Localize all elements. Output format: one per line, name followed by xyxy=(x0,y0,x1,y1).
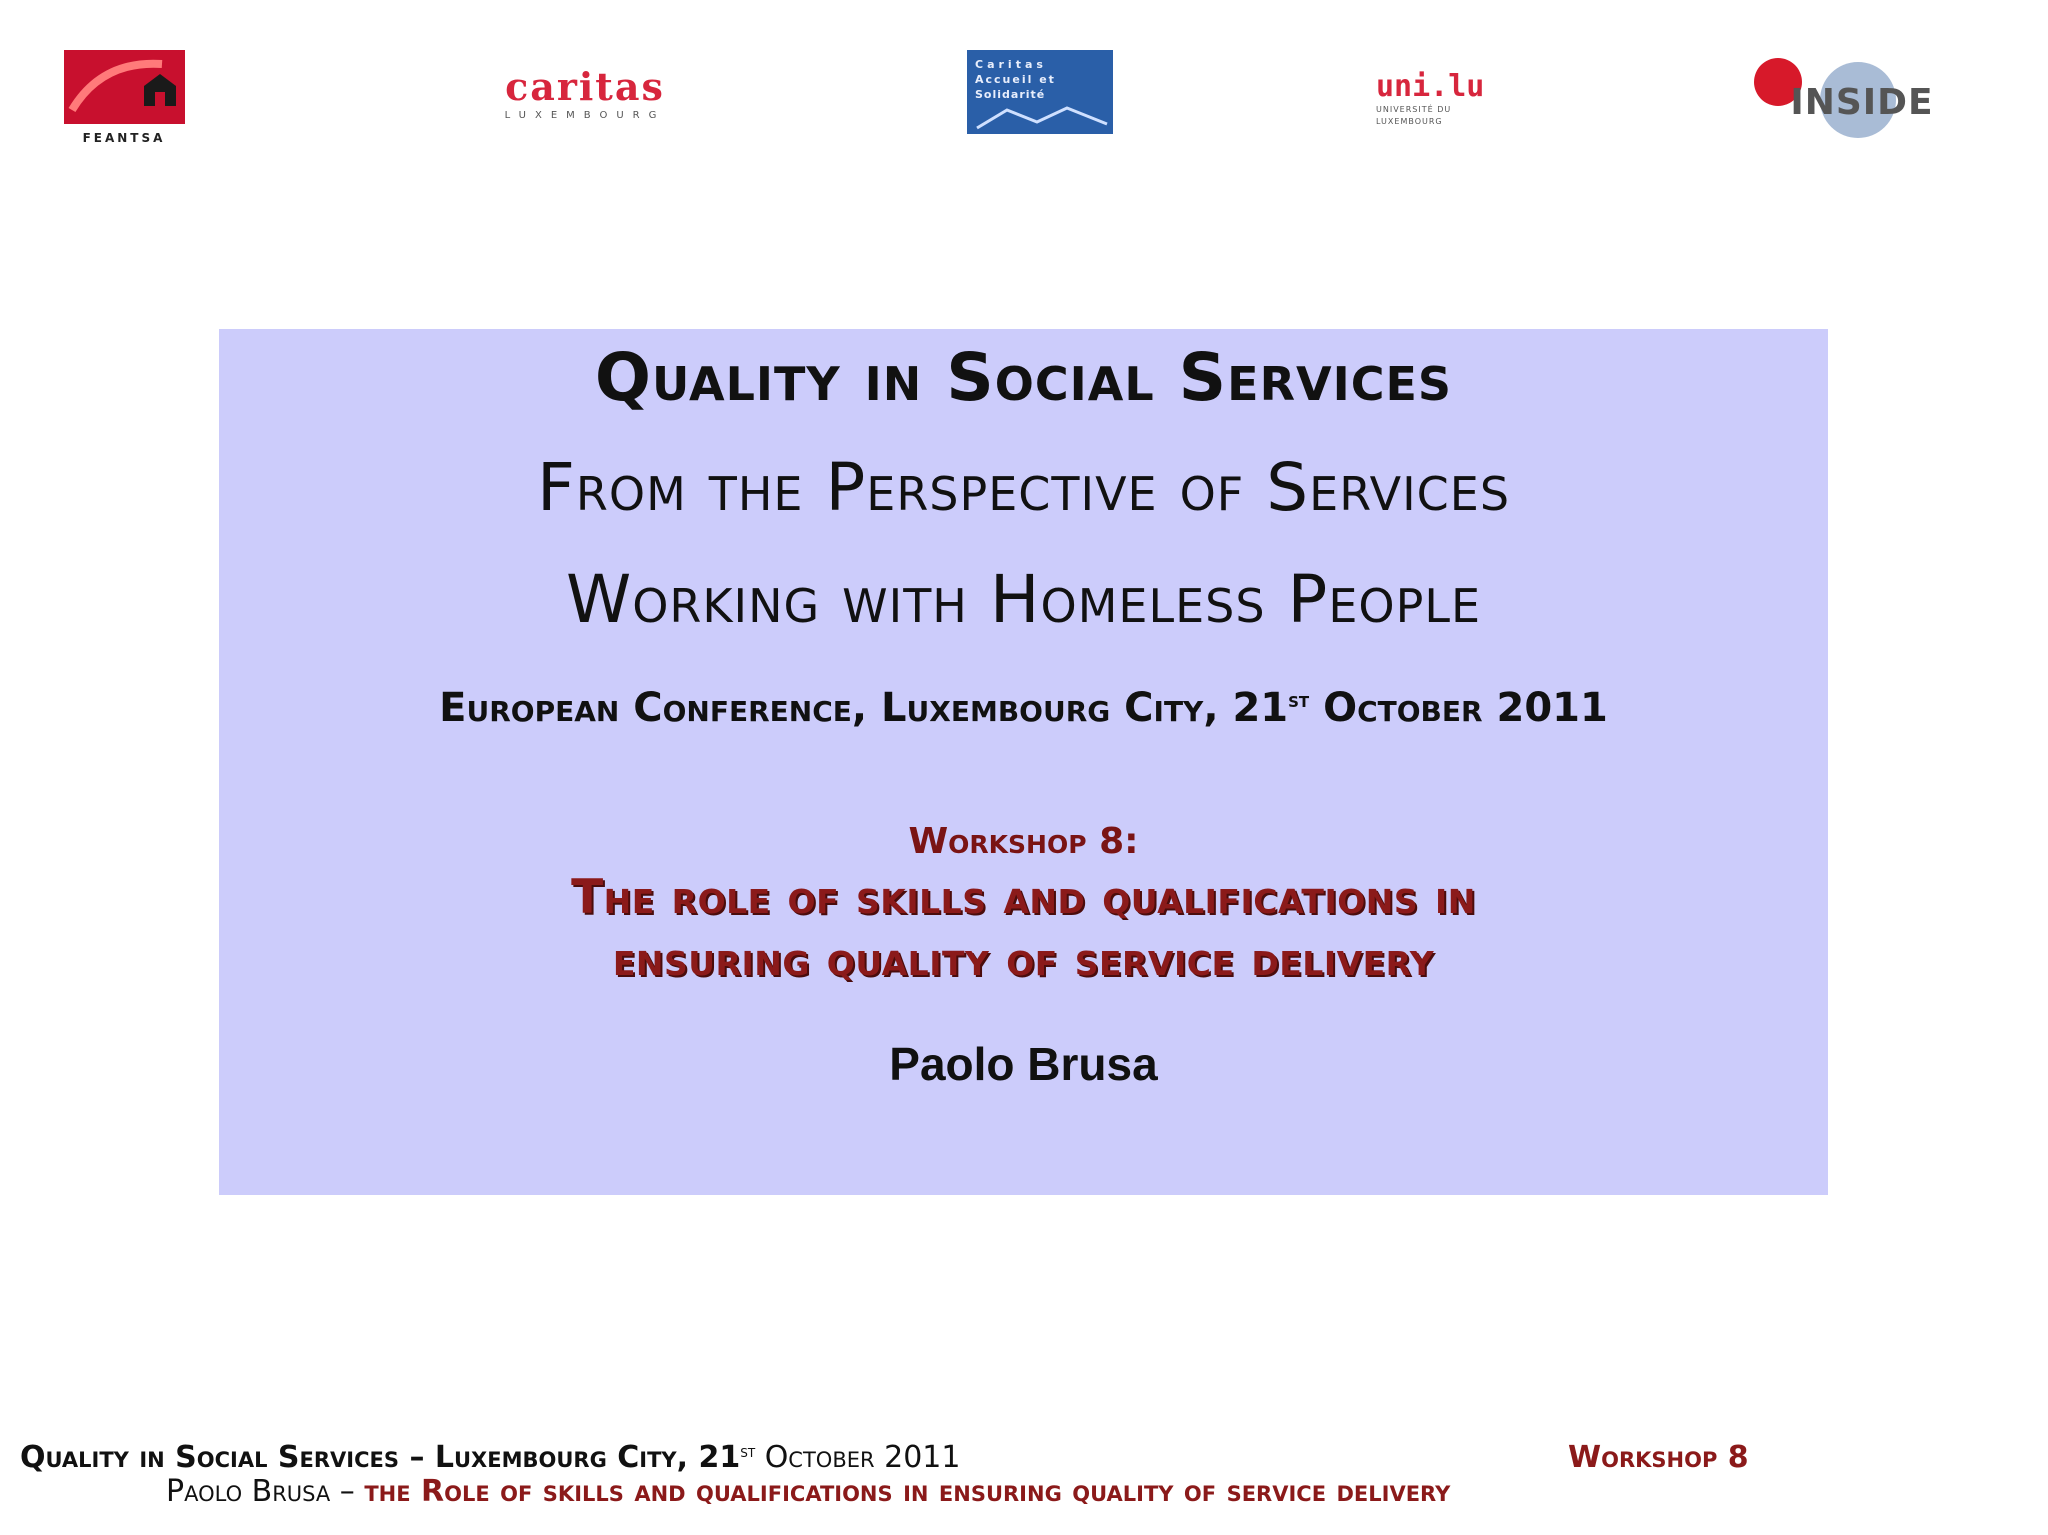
presenter-name: Paolo Brusa xyxy=(889,1038,1158,1090)
uni-lu-logo-text: uni.lu xyxy=(1376,69,1485,104)
conference-prefix: European Conference, Luxembourg City, 21 xyxy=(439,685,1289,731)
inside-logo-text: INSIDE xyxy=(1790,82,1934,123)
feantsa-logo-text: FEANTSA xyxy=(82,131,166,145)
inside-logo xyxy=(1738,56,1964,140)
footer-author-line xyxy=(166,1474,1450,1509)
caritas-accueil-line1: Caritas xyxy=(975,58,1047,71)
uni-lu-subtext-2: LUXEMBOURG xyxy=(1376,117,1443,126)
footer-left-suffix: October 2011 xyxy=(755,1440,961,1475)
conference-ordinal: st xyxy=(1288,688,1310,713)
title-line-1: Quality in Social Services xyxy=(594,339,1453,416)
caritas-logo-subtext: LUXEMBOURG xyxy=(504,110,666,121)
footer-left-prefix: Quality in Social Services – Luxembourg City, 21 xyxy=(20,1440,741,1475)
title-line-3: Working with Homeless People xyxy=(565,561,1482,638)
caritas-luxembourg-logo xyxy=(462,66,708,122)
footer-topic: the Role of skills and qualifications in ensuring quality of service delivery xyxy=(364,1474,1451,1509)
workshop-title-line-1: The role of skills and qualifications in xyxy=(571,870,1476,925)
workshop-title-line-2: ensuring quality of service delivery xyxy=(612,932,1435,987)
caritas-accueil-line3: Solidarité xyxy=(975,88,1046,101)
workshop-label: Workshop 8: xyxy=(908,821,1139,862)
title-box xyxy=(219,329,1828,1195)
uni-lu-subtext-1: UNIVERSITÉ DU xyxy=(1376,105,1452,114)
footer-conference-line xyxy=(20,1440,960,1475)
footer-author: Paolo Brusa – xyxy=(166,1474,365,1509)
uni-lu-logo xyxy=(1376,68,1500,130)
title-line-2: From the Perspective of Services xyxy=(536,449,1511,526)
footer-workshop: Workshop 8 xyxy=(1568,1440,1749,1475)
conference-line xyxy=(219,685,1828,731)
caritas-accueil-solidarite-logo xyxy=(967,50,1113,134)
caritas-accueil-line2: Accueil et xyxy=(975,73,1056,86)
conference-suffix: October 2011 xyxy=(1309,685,1608,731)
caritas-logo-text: caritas xyxy=(505,66,665,109)
footer-left-ordinal: st xyxy=(740,1442,756,1462)
feantsa-logo xyxy=(62,50,187,145)
